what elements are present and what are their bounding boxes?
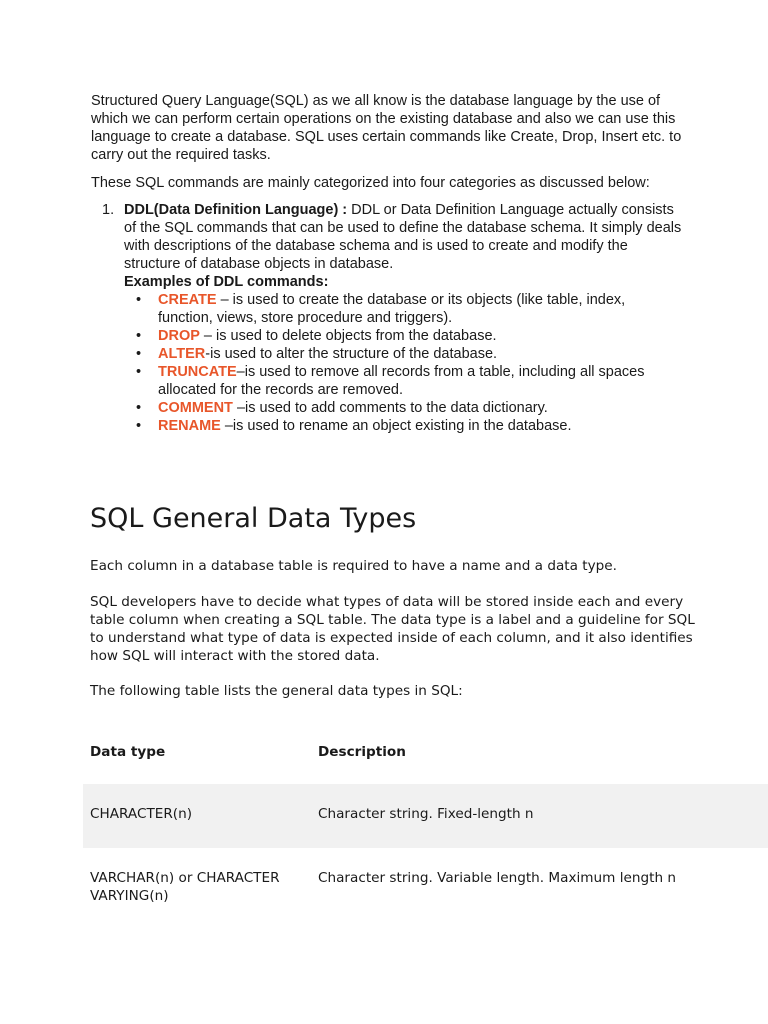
data-types-paragraph-2: SQL developers have to decide what types of data will be stored inside each and every table column when creating a SQL table. The data type is a label and a guideline for SQL to understand what type of data is expected inside of each column, and it also identifies how SQL will interact with the stored data. bbox=[90, 594, 695, 664]
data-types-paragraph-3: The following table lists the general data types in SQL: bbox=[90, 683, 463, 699]
command-text: –is used to add comments to the data dictionary. bbox=[232, 400, 548, 416]
ddl-term: DDL(Data Definition Language) : bbox=[124, 202, 348, 218]
cell-data-type: VARCHAR(n) or CHARACTER VARYING(n) bbox=[90, 870, 280, 904]
list-item bbox=[124, 363, 678, 399]
bullet-icon: • bbox=[136, 418, 142, 434]
ddl-list-item bbox=[124, 201, 684, 435]
table-header-row bbox=[83, 722, 768, 784]
bullet-icon: • bbox=[136, 364, 142, 380]
list-item bbox=[124, 291, 678, 327]
command-name: ALTER bbox=[158, 346, 206, 362]
bullet-icon: • bbox=[136, 292, 142, 308]
bullet-icon: • bbox=[136, 346, 142, 362]
command-name: CREATE bbox=[158, 292, 217, 308]
list-item bbox=[124, 345, 678, 363]
table-row bbox=[83, 848, 768, 928]
list-item bbox=[124, 417, 678, 435]
intro-paragraph: Structured Query Language(SQL) as we all know is the database language by the use of which we can perform certain operations on the existing database and also we can use this language to create a database. SQL uses certain commands like Create, Drop, Insert etc. to carry out the required tasks. bbox=[91, 93, 682, 163]
table-row bbox=[83, 784, 768, 848]
command-text: – is used to delete objects from the database. bbox=[199, 328, 497, 344]
bullet-icon: • bbox=[136, 328, 142, 344]
command-text: -is used to alter the structure of the database. bbox=[205, 346, 498, 362]
command-text: –is used to remove all records from a table, including all spaces allocated for the records are removed. bbox=[158, 364, 645, 398]
ddl-definition: DDL or Data Definition Language actually consists of the SQL commands that can be used to define the database schema. It simply deals with descriptions of the database schema and is used to create and modify the structure of database objects in database. bbox=[124, 202, 682, 272]
header-data-type: Data type bbox=[90, 744, 166, 760]
examples-heading: Examples of DDL commands: bbox=[124, 274, 329, 290]
list-item bbox=[124, 399, 678, 417]
command-text: –is used to rename an object existing in the database. bbox=[220, 418, 572, 434]
data-types-paragraph-1: Each column in a database table is required to have a name and a data type. bbox=[90, 558, 617, 574]
list-item bbox=[124, 327, 678, 345]
section-title: SQL General Data Types bbox=[90, 503, 417, 534]
command-name: TRUNCATE bbox=[158, 364, 237, 380]
list-number: 1. bbox=[102, 202, 115, 218]
categories-line: These SQL commands are mainly categorized into four categories as discussed below: bbox=[91, 175, 650, 191]
cell-data-type: CHARACTER(n) bbox=[90, 806, 193, 822]
bullet-icon: • bbox=[136, 400, 142, 416]
data-types-table bbox=[83, 722, 768, 928]
ddl-commands-list bbox=[124, 291, 684, 435]
command-name: RENAME bbox=[158, 418, 221, 434]
command-text: – is used to create the database or its objects (like table, index, function, views, store procedure and triggers). bbox=[158, 292, 626, 326]
command-name: DROP bbox=[158, 328, 200, 344]
header-description: Description bbox=[318, 744, 406, 760]
command-name: COMMENT bbox=[158, 400, 233, 416]
cell-description: Character string. Variable length. Maximum length n bbox=[318, 870, 676, 886]
cell-description: Character string. Fixed-length n bbox=[318, 806, 534, 822]
